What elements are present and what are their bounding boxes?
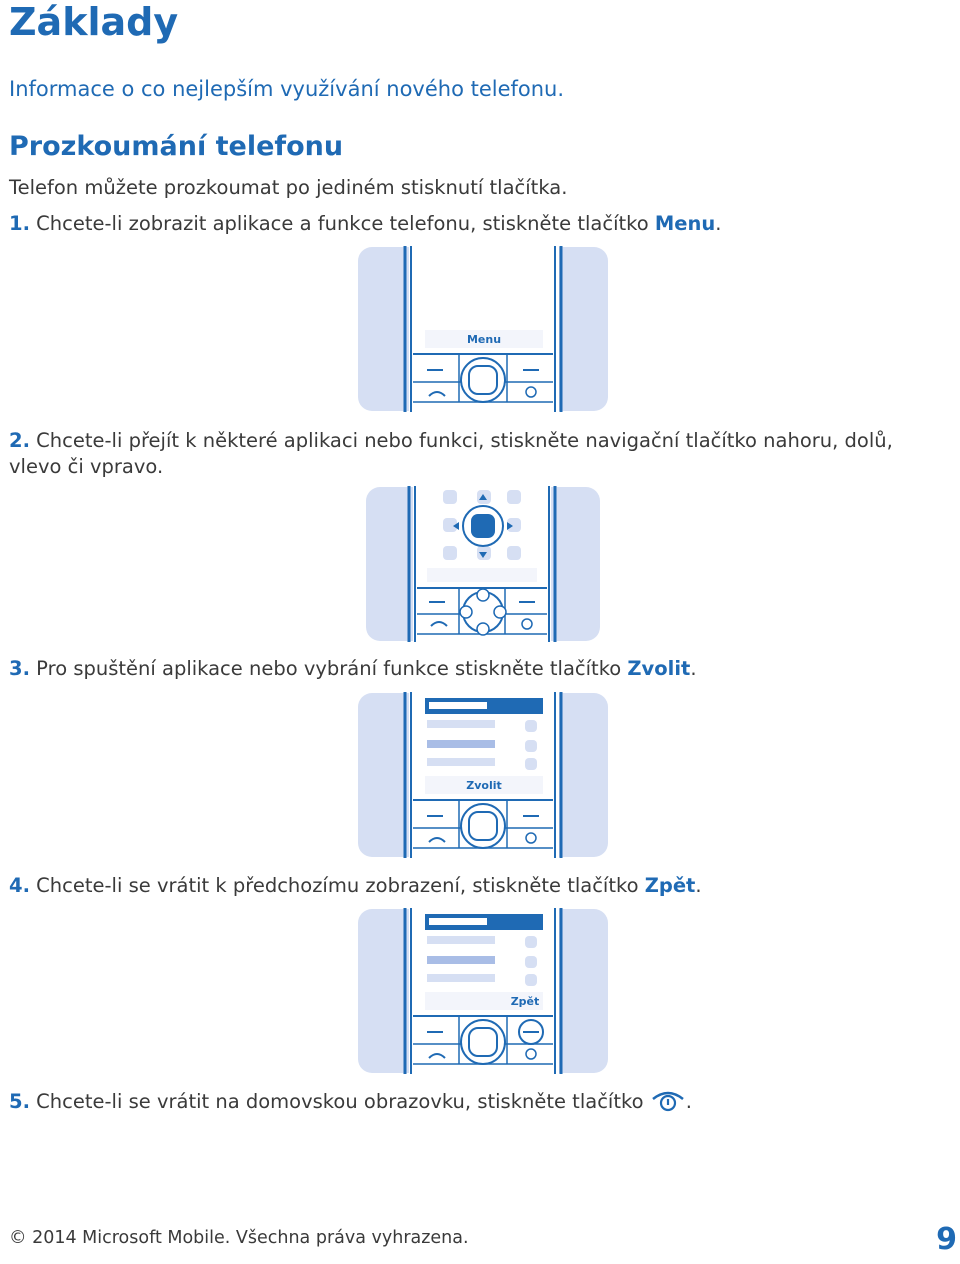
step-5 (9, 1090, 692, 1113)
page-number: 9 (936, 1222, 957, 1257)
step-text: Chcete-li zobrazit aplikace a funkce telefonu, stiskněte tlačítko (29, 212, 655, 235)
step-4 (9, 874, 702, 897)
step-key: Zpět (644, 874, 696, 897)
step-text: Pro spuštění aplikace nebo vybrání funkce stiskněte tlačítko (29, 657, 628, 680)
intro-text: Informace o co nejlepším využívání nového telefonu. (9, 77, 565, 101)
illustration-back-key (357, 908, 609, 1074)
step-number: 5. (9, 1090, 30, 1113)
step-key: Menu (654, 212, 716, 235)
back-softkey-label: Zpět (510, 995, 540, 1008)
step-number: 3. (9, 657, 30, 680)
step-end: . (695, 874, 702, 897)
section-heading: Prozkoumání telefonu (9, 131, 344, 162)
step-text: Chcete-li se vrátit na domovskou obrazovku, stiskněte tlačítko (29, 1090, 650, 1113)
illustration-menu-key (357, 246, 609, 412)
illustration-navigation-key (365, 486, 601, 642)
illustration-select-key (357, 692, 609, 858)
step-end: . (690, 657, 697, 680)
step-text: Chcete-li přejít k některé aplikaci nebo funkci, stiskněte navigační tlačítko nahoru, dolů, vlevo či vpravo. (9, 429, 893, 478)
step-1 (9, 212, 722, 235)
step-number: 4. (9, 874, 30, 897)
footer-copyright: © 2014 Microsoft Mobile. Všechna práva vyhrazena. (9, 1228, 469, 1248)
section-lead: Telefon můžete prozkoumat po jediném stisknutí tlačítka. (9, 176, 568, 199)
select-softkey-label: Zvolit (466, 779, 502, 792)
step-key: Zvolit (627, 657, 691, 680)
menu-softkey-label: Menu (466, 333, 502, 346)
page-title: Základy (9, 0, 179, 44)
step-number: 2. (9, 429, 30, 452)
end-key-icon (650, 1090, 686, 1112)
step-3 (9, 657, 697, 680)
step-text: Chcete-li se vrátit k předchozímu zobrazení, stiskněte tlačítko (29, 874, 645, 897)
step-number: 1. (9, 212, 30, 235)
step-2 (9, 428, 949, 480)
step-end: . (715, 212, 722, 235)
step-end: . (685, 1090, 692, 1113)
